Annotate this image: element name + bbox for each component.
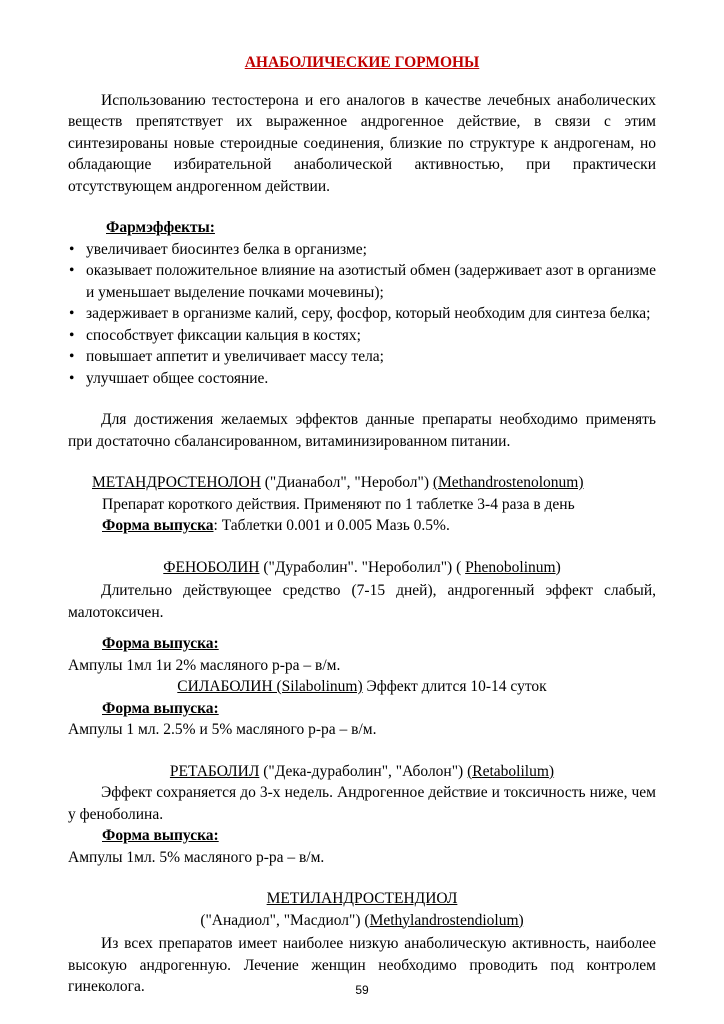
intro-paragraph: Использованию тестостерона и его аналогов в качестве лечебных анаболических веществ препятствует их выраженное андрогенное действие, в связи с этим синтезированы новые стероидные соединения, близкие по структуре к андрогенам, но обладающие избирательной анаболической активностью, при практически отсутствующем андрогенном действии. <box>68 91 656 195</box>
bullet-icon: • <box>69 348 75 365</box>
bullet-icon: • <box>69 326 75 344</box>
drug-methandrostenolone-desc: Препарат короткого действия. Применяют по 1 таблетке 3-4 раза в день <box>102 495 575 513</box>
list-item: • увеличивает биосинтез белка в организме; <box>68 239 656 261</box>
list-item: • улучшает общее состояние. <box>68 368 656 390</box>
bullet-icon: • <box>69 262 75 279</box>
document-page <box>68 48 656 998</box>
list-item: • повышает аппетит и увеличивает массу тела; <box>68 346 656 368</box>
bullet-icon: • <box>69 305 75 322</box>
page-number: 59 <box>355 983 369 997</box>
drug-methandrostenolone-title: МЕТАНДРОСТЕНОЛОН ("Дианабол", "Неробол") (Methandrostenolonum) <box>92 474 584 491</box>
drug-phenobolin-form: Ампулы 1мл 1и 2% масляного р-ра – в/м. <box>68 656 341 674</box>
effects-list <box>68 239 656 390</box>
drug-phenobolin-title: ФЕНОБОЛИН ("Дураболин". "Нероболил") ( Phenobolinum) <box>163 558 561 576</box>
drug-retabolil-title: РЕТАБОЛИЛ ("Дека-дураболин", "Аболон") (Retabolilum) <box>169 762 555 780</box>
page-title: АНАБОЛИЧЕСКИЕ ГОРМОНЫ <box>244 54 480 71</box>
list-item: • задерживает в организме калий, серу, фосфор, который необходим для синтеза белка; <box>68 303 656 325</box>
effects-heading: Фармэффекты: <box>106 219 215 236</box>
drug-retabolil-form-label: Форма выпуска: <box>102 827 219 844</box>
drug-retabolil-desc: Эффект сохраняется до 3-х недель. Андрогенное действие и токсичность ниже, чем у феноболина. <box>68 784 656 823</box>
drug-retabolil-form: Ампулы 1мл. 5% масляного р-ра – в/м. <box>68 848 325 866</box>
bullet-icon: • <box>69 240 75 258</box>
drug-methylandrostendiol-trade: ("Анадиол", "Масдиол") (Methylandrostendiolum) <box>200 911 524 929</box>
drug-silabolin-form-label: Форма выпуска: <box>102 699 219 717</box>
advice-paragraph: Для достижения желаемых эффектов данные препараты необходимо применять при достаточно сбалансированном, витаминизированном питании. <box>68 411 656 450</box>
drug-methandrostenolone-form: Форма выпуска: Таблетки 0.001 и 0.005 Мазь 0.5%. <box>102 517 450 534</box>
drug-methylandrostendiol-desc: Из всех препаратов имеет наиболее низкую анаболическую активность, наиболее высокую андрогенную. Лечение женщин необходимо проводить под контролем гинеколога. <box>68 935 656 995</box>
drug-silabolin-form: Ампулы 1 мл. 2.5% и 5% масляного р-ра – в/м. <box>68 721 377 738</box>
drug-silabolin-title: СИЛАБОЛИН (Silabolinum) Эффект длится 10-14 суток <box>177 678 547 695</box>
list-item: • оказывает положительное влияние на азотистый обмен (задерживает азот в организме и уменьшает выделение почками мочевины); <box>69 262 656 301</box>
drug-phenobolin-form-label: Форма выпуска: <box>102 635 219 652</box>
drug-phenobolin-desc: Длительно действующее средство (7-15 дней), андрогенный эффект слабый, малотоксичен. <box>68 582 656 621</box>
drug-methylandrostendiol-title: МЕТИЛАНДРОСТЕНДИОЛ <box>266 890 458 907</box>
bullet-icon: • <box>69 369 75 387</box>
list-item: • способствует фиксации кальция в костях; <box>68 325 656 347</box>
